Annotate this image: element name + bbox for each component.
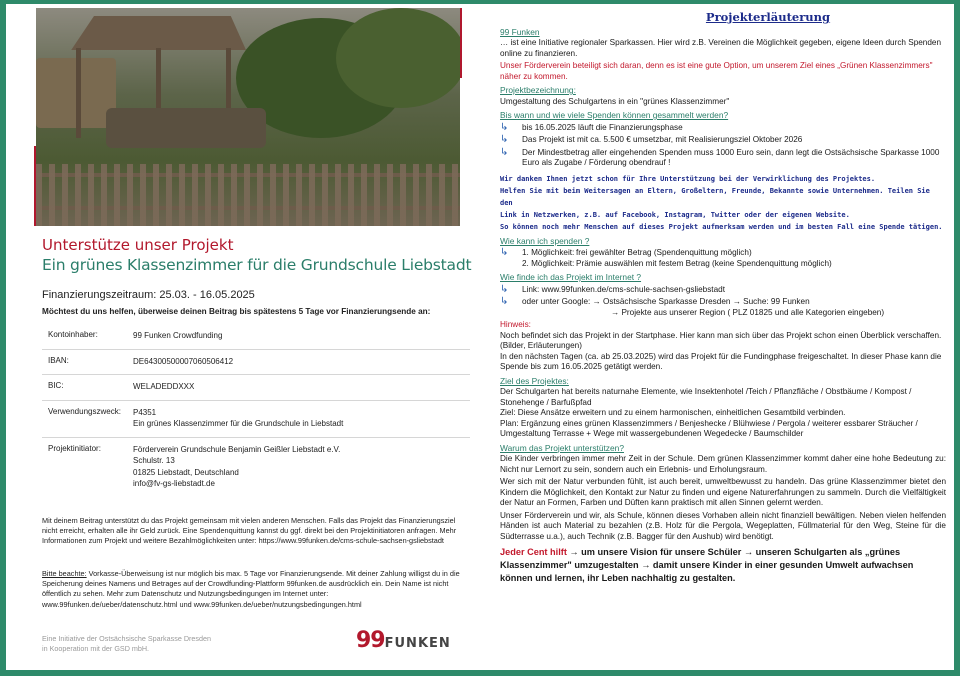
notice-label: Bitte beachte: bbox=[42, 569, 87, 578]
google-instructions bbox=[522, 297, 946, 318]
bank-row bbox=[42, 324, 470, 350]
thank-you-message bbox=[500, 173, 946, 233]
logo-word: FUNKEN bbox=[384, 636, 451, 651]
bank-row-value bbox=[133, 444, 470, 490]
bank-row-label: Verwendungszweck: bbox=[48, 406, 121, 416]
timeline-bullet bbox=[500, 148, 946, 169]
left-panel bbox=[34, 8, 470, 664]
thank-you-line: Wir danken Ihnen jetzt schon für Ihre Unterstützung bei der Verwirklichung des Projektes. bbox=[500, 174, 876, 183]
arrow-icon: ↳ bbox=[500, 146, 509, 158]
bank-row-value bbox=[133, 407, 470, 430]
right-panel bbox=[500, 12, 946, 662]
fine-print-notice bbox=[42, 569, 462, 610]
donation-option-text: Prämie auswählen mit festem Betrag (keine Spendenquittung möglich) bbox=[576, 258, 832, 268]
bank-row-value-line: P4351 bbox=[133, 407, 157, 417]
donation-option-list bbox=[522, 248, 946, 269]
timeline-bullet-text: Das Projekt ist mit ca. 5.500 € umsetzbar, mit Realisierungsziel Oktober 2026 bbox=[522, 135, 803, 144]
why-text-3: Unser Förderverein und wir, als Schule, können dieses Vorhaben allein nicht finanziell bewältigen. Neben vielen helfenden Händen ist auch Material zu bezahlen (z.B. Holz für die Pergola, Wegeplatten, Füllmaterial für den Weg, Steine für die Südterrasse u.a.), auch Technik (z.B. Bagger für den Aushub) wird benötigt. bbox=[500, 510, 946, 541]
transfer-request: Möchtest du uns helfen, überweise deinen Beitrag bis spätestens 5 Tage vor Finanzierungsende an: bbox=[42, 307, 431, 316]
donation-options bbox=[500, 248, 946, 269]
timeline-bullet-text: Der Mindestbetrag aller eingehenden Spenden muss 1000 Euro sein, dann legt die Ostsächsische Sparkasse 1000 Euro als Zugabe / Förderung obendrauf ! bbox=[522, 147, 940, 167]
bank-row-value bbox=[133, 330, 470, 342]
bank-row bbox=[42, 375, 470, 401]
funding-period: Finanzierungszeitraum: 25.03. - 16.05.2025 bbox=[42, 289, 255, 301]
timeline-bullets bbox=[500, 123, 946, 169]
arrow-icon: ↳ bbox=[500, 247, 509, 258]
fine-print-info: Mit deinem Beitrag unterstützt du das Projekt gemeinsam mit vielen anderen Menschen. Falls das Projekt das Finanzierungsziel nicht erreicht, erhalten alle ihr Geld zurück. Eine Spendenquittung kannst du ggf. direkt bei den Projektinitiatoren anfragen. Mehr Informationen zum Projekt und weitere Bezahlmöglichkeiten unter: https://www.99funken.de/cms-schule-sachsen-gsliebstadt bbox=[42, 516, 457, 546]
donation-option-text: frei gewählter Betrag (Spendenquittung möglich) bbox=[576, 248, 752, 257]
bank-row-label: IBAN: bbox=[48, 355, 69, 365]
timeline-bullet bbox=[500, 135, 946, 146]
link-row bbox=[500, 285, 946, 296]
initiative-note bbox=[42, 634, 211, 654]
timeline-bullet-text: bis 16.05.2025 läuft die Finanzierungsphase bbox=[522, 122, 683, 132]
bank-row-label: Kontoinhaber: bbox=[48, 330, 98, 339]
goal-ziel: Ziel: Diese Ansätze erweitern und zu einem harmonischen, einheitlichen Gesamtbild verbinden. bbox=[500, 408, 846, 417]
logo-number: 99 bbox=[356, 628, 385, 653]
closing-highlight: Jeder Cent hilft bbox=[500, 547, 567, 557]
bank-row-value-line: 01825 Liebstadt, Deutschland bbox=[133, 467, 239, 477]
initiative-line1: Eine Initiative der Ostsächsische Sparkasse Dresden bbox=[42, 634, 211, 643]
why-text-2: Wer sich mit der Natur verbunden fühlt, ist auch bereit, umweltbewusst zu handeln. Das grüne Klassenzimmer bietet den Kindern die Möglichkeit, den Kontakt zur Natur zu finden und eigene Naturerfahrungen zu sammeln. Durch die Vielfältigkeit der Natur an Formen, Farben und Düften kann praktisch mit allen Sinnen gelernt werden. bbox=[500, 477, 946, 507]
goal-text: Der Schulgarten hat bereits naturnahe Elemente, wie Insektenhotel /Teich / Pflanzfläche / Obstbäume / Kompost / Stonehenge / Barfußpfad bbox=[500, 387, 912, 407]
hint-text: Noch befindet sich das Projekt in der Startphase. Hier kann man sich über das Projekt schon einen Überblick verschaffen. (Bilder, Erläuterungen) bbox=[500, 330, 942, 350]
bank-row-label: Projektinitiator: bbox=[48, 443, 101, 453]
google-row bbox=[500, 297, 946, 318]
section-goal-heading: Ziel des Projektes: bbox=[500, 375, 569, 386]
bank-row-value-line: Förderverein Grundschule Benjamin Geißler Liebstadt e.V. bbox=[133, 444, 341, 454]
bank-row-value-line: 99 Funken Crowdfunding bbox=[133, 331, 223, 340]
bank-row-value-line: Schulstr. 13 bbox=[133, 456, 175, 465]
thank-you-line: Helfen Sie mit beim Weitersagen an Eltern, Großeltern, Freunde, Bekannte sowie Unternehmen. Teilen Sie den bbox=[500, 186, 930, 207]
notice-text: Vorkasse-Überweisung ist nur möglich bis max. 5 Tage vor Finanzierungsende. Mit deiner Zahlung willigst du in die Speicherung deines Namens und Betrages auf der Crowdfunding-Plattform 99funken.de ausdrücklich ein. Dein Name ist nicht öffentlich zu sehen. Mehr zum Datenschutz und Nutzungsbedingungen im Internet unter: www.99funken.de/ueber/datenschutz.html und www.99funken.de/ueber/nutzungsbedingungen.html bbox=[42, 569, 460, 609]
initiative-line2: in Kooperation mit der GSD mbH. bbox=[42, 644, 150, 653]
donation-option-number: 1. Möglichkeit: bbox=[522, 248, 575, 257]
timeline-bullet bbox=[500, 123, 946, 134]
project-explanation-title: Projekterläuterung bbox=[705, 10, 831, 24]
flyer-sheet bbox=[6, 4, 954, 670]
section-99funken-text: … ist eine Initiative regionaler Sparkassen. Hier wird z.B. Vereinen die Möglichkeit gegeben, eigene Ideen durch Spenden online zu finanzieren. bbox=[500, 38, 942, 58]
headline-support: Unterstütze unser Projekt bbox=[42, 236, 234, 254]
thank-you-line: So können noch mehr Menschen auf dieses Projekt aufmerksam werden und im besten Fall eine Spende tätigen. bbox=[500, 222, 943, 231]
bank-row-value-line: Ein grünes Klassenzimmer für die Grundschule in Liebstadt bbox=[133, 419, 344, 428]
bank-row-value-line: WELADEDDXXX bbox=[133, 382, 195, 391]
closing-appeal bbox=[500, 546, 946, 585]
donation-option-number: 2. Möglichkeit: bbox=[522, 258, 575, 268]
section-project-name-text: Umgestaltung des Schulgartens in ein "grünes Klassenzimmer" bbox=[500, 96, 730, 106]
99funken-logo bbox=[356, 628, 451, 653]
section-why-support-heading: Warum das Projekt unterstützen? bbox=[500, 442, 624, 453]
project-link: Link: www.99funken.de/cms-schule-sachsen-gsliebstadt bbox=[522, 284, 725, 294]
headline-project: Ein grünes Klassenzimmer für die Grundschule Liebstadt bbox=[42, 256, 472, 274]
bank-row bbox=[42, 350, 470, 376]
why-text-1: Die Kinder verbringen immer mehr Zeit in der Schule. Dem grünen Klassenzimmer kommt daher eine hohe Bedeutung zu: Nicht nur Lernort zu sein, sondern auch ein Erlebnis- und Erholungsraum. bbox=[500, 454, 946, 474]
arrow-icon: ↳ bbox=[500, 121, 509, 133]
bank-row-value-line: DE64300500007060506412 bbox=[133, 356, 234, 366]
google-line1: oder unter Google: → Ostsächsische Sparkasse Dresden → Suche: 99 Funken bbox=[522, 297, 810, 306]
bank-row bbox=[42, 401, 470, 438]
bank-row-value bbox=[133, 356, 470, 368]
thank-you-line: Link in Netzwerken, z.B. auf Facebook, Instagram, Twitter oder der eigenen Website. bbox=[500, 210, 850, 219]
closing-text: → um unsere Vision für unsere Schüler → unseren Schulgarten als „grünes Klassenzimmer" umzugestalten → damit unsere Kinder in einer gesunden Umwelt aufwachsen können und lernen, ihr Leben nachhaltig zu gestalten. bbox=[500, 547, 914, 583]
bank-details bbox=[42, 324, 470, 497]
donation-option bbox=[522, 259, 946, 270]
section-find-online-heading: Wie finde ich das Projekt im Internet ? bbox=[500, 272, 642, 282]
bank-row-value bbox=[133, 381, 470, 393]
bank-row bbox=[42, 438, 470, 497]
donation-option bbox=[522, 248, 946, 259]
section-project-name-heading: Projektbezeichnung: bbox=[500, 85, 576, 95]
goal-plan: Plan: Ergänzung eines grünen Klassenzimmers / Benjeshecke / Blühwiese / Pergola / weiterer essbarer Sträucher / Umgestaltung Terrasse + Wege mit wassergebundenen Wegedecke / Baumschilder bbox=[500, 418, 918, 438]
hint-heading: Hinweis: bbox=[500, 320, 531, 329]
schoolgarden-photo bbox=[36, 8, 460, 226]
project-headline bbox=[42, 236, 472, 276]
arrow-icon: ↳ bbox=[500, 296, 509, 307]
section-99funken-heading: 99 Funken bbox=[500, 26, 540, 37]
section-99funken-support: Unser Förderverein beteiligt sich daran, denn es ist eine gute Option, um unserem Ziel eines „Grünen Klassenzimmers" näher zu kommen. bbox=[500, 61, 933, 81]
section-timeline-heading: Bis wann und wie viele Spenden können gesammelt werden? bbox=[500, 110, 729, 120]
bank-row-label: BIC: bbox=[48, 381, 64, 390]
google-line2: → Projekte aus unserer Region ( PLZ 01825 und alle Kategorien eingeben) bbox=[611, 307, 885, 317]
arrow-icon: ↳ bbox=[500, 283, 509, 295]
section-how-to-donate-heading: Wie kann ich spenden ? bbox=[500, 235, 590, 246]
bank-row-value-line: info@fv-gs-liebstadt.de bbox=[133, 479, 215, 488]
arrow-icon: ↳ bbox=[500, 134, 509, 145]
hint-text-2: In den nächsten Tagen (ca. ab 25.03.2025) wird das Projekt für die Fundingphase freigeschaltet. In dieser Phase kann die Spende bis zum 16.05.2025 getätigt werden. bbox=[500, 351, 942, 371]
